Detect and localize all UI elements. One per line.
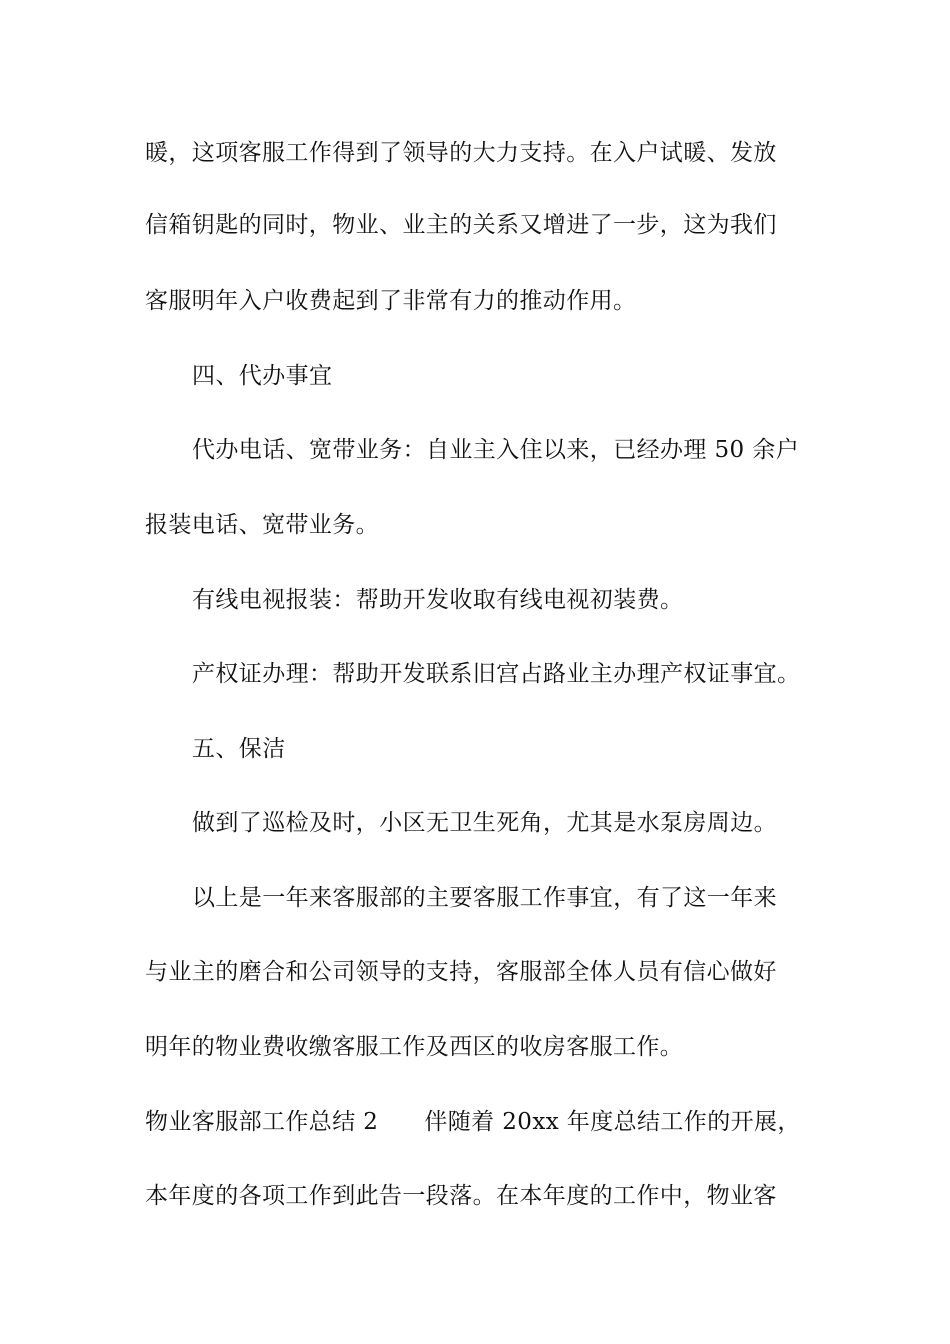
paragraph-line-6: 报装电话、宽带业务。 [145,512,379,538]
section-title-line [145,1102,810,1142]
section-intro: 伴随着 20xx 年度总结工作的开展， [424,1109,801,1135]
paragraph-line-10: 做到了巡检及时，小区无卫生死角，尤其是水泵房周边。 [192,810,777,836]
paragraph-line-12: 与业主的磨合和公司领导的支持，客服部全体人员有信心做好 [145,959,777,985]
paragraph-line-11: 以上是一年来客服部的主要客服工作事宜，有了这一年来 [192,885,777,911]
paragraph-line-1: 暖，这项客服工作得到了领导的大力支持。在入户试暖、发放 [145,140,777,166]
paragraph-line-3: 客服明年入户收费起到了非常有力的推动作用。 [145,288,637,314]
section-heading-four: 四、代办事宜 [192,363,333,389]
paragraph-line-7: 有线电视报装：帮助开发收取有线电视初装费。 [192,587,684,613]
paragraph-line-5: 代办电话、宽带业务：自业主入住以来，已经办理 50 余户 [192,437,800,463]
paragraph-line-15: 本年度的各项工作到此告一段落。在本年度的工作中，物业客 [145,1183,777,1209]
section-heading: 物业客服部工作总结 2 [145,1109,379,1135]
paragraph-line-13: 明年的物业费收缴客服工作及西区的收房客服工作。 [145,1034,684,1060]
paragraph-line-2: 信箱钥匙的同时，物业、业主的关系又增进了一步，这为我们 [145,212,777,238]
paragraph-line-8: 产权证办理：帮助开发联系旧宫占路业主办理产权证事宜。 [192,661,801,687]
section-heading-five: 五、保洁 [192,736,286,762]
